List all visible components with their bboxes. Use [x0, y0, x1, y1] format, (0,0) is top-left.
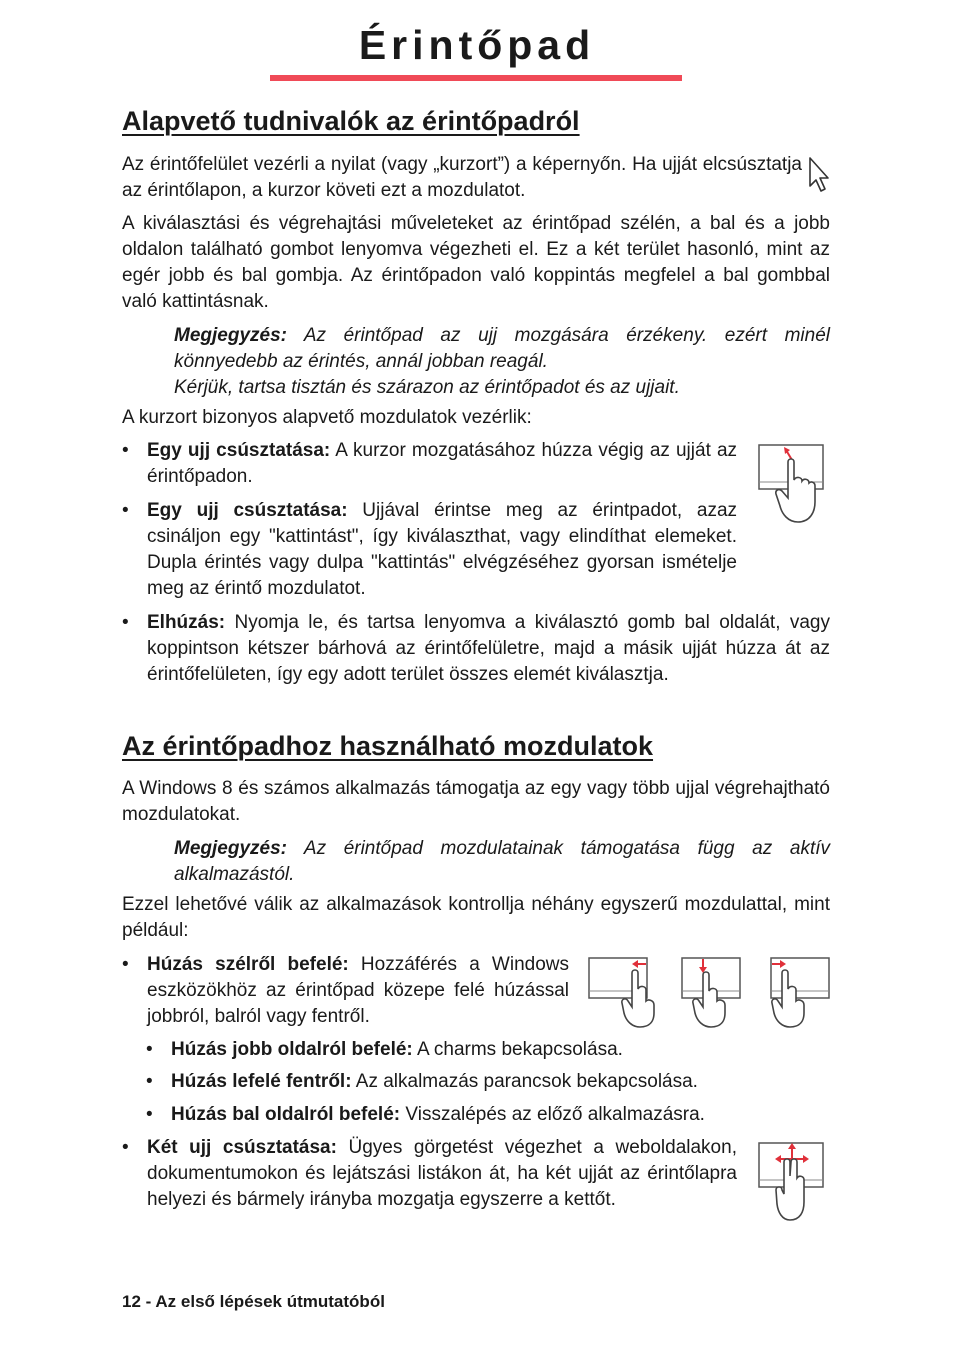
bullet-marker: • [122, 612, 129, 633]
bullet-text: Ügyes görgetést végezhet a weboldalakon, dokumentumokon és lejátszási listákon át, ha két ujját az érintőlapra helyezi és bármely irányba mozgatja egyszerre a kettőt. [147, 1137, 737, 1210]
touchpad-two-finger-icon [758, 1142, 826, 1224]
paragraph-cursor: Az érintőfelület vezérli a nyilat (vagy „kurzort”) a képernyőn. Ha ujját elcsúsztatja az érintőlapon, a kurzor követi ezt a mozdulatot. [122, 154, 802, 201]
bullet-label: Húzás jobb oldalról befelé: [171, 1039, 413, 1060]
subbullet-swipe-top [171, 1069, 830, 1095]
bullet-label: Húzás lefelé fentről: [171, 1071, 352, 1092]
note-text: Az érintőpad az ujj mozgására érzékeny. ezért minél könnyedebb az érintés, annál jobban reagál. [174, 325, 830, 372]
touchpad-swipe-from-left-icon [770, 957, 842, 1029]
note-text: Az érintőpad mozdulatainak támogatása függ az aktív alkalmazástól. [174, 838, 830, 885]
note-clean: Kérjük, tartsa tisztán és szárazon az érintőpadot és az ujjait. [174, 377, 680, 398]
bullet-marker: • [122, 440, 129, 461]
bullet-marker: • [146, 1104, 153, 1125]
bullet-label: Egy ujj csúsztatása: [147, 500, 348, 521]
note-gesture-support [174, 836, 830, 888]
note-label: Megjegyzés: [174, 325, 287, 346]
bullet-marker: • [122, 954, 129, 975]
bullet-marker: • [122, 1137, 129, 1158]
bullet-marker: • [146, 1071, 153, 1092]
paragraph-buttons: A kiválasztási és végrehajtási műveleteket az érintőpad szélén, a bal és a jobb oldalon található gombot lenyomva végezheti el. Ez a két terület hasonló, mint az egér jobb és bal gombja. Az érintőpadon való koppintás megfelel a bal gombbal való kattintásnak. [122, 213, 830, 312]
paragraph-gestures-intro: A kurzort bizonyos alapvető mozdulatok vezérlik: [122, 407, 532, 428]
paragraph-windows8: A Windows 8 és számos alkalmazás támogatja az egy vagy több ujjal végrehajtható mozdulatokat. [122, 778, 830, 825]
touchpad-one-finger-icon [758, 444, 826, 526]
bullet-one-finger-tap-a [147, 498, 738, 599]
mouse-pointer-icon [808, 156, 832, 196]
touchpad-swipe-from-top-icon [681, 957, 753, 1029]
bullet-label: Két ujj csúsztatása: [147, 1137, 337, 1158]
section-heading-gestures: Az érintőpadhoz használható mozdulatok [122, 731, 654, 761]
bullet-text: A kurzor mozgatásához húzza végig az ujját az érintőpadon. [147, 440, 738, 487]
bullet-text: Az alkalmazás parancsok bekapcsolása. [351, 1071, 698, 1092]
bullet-edge-swipe [147, 952, 569, 1030]
page-footer: 12 - Az első lépések útmutatóból [122, 1292, 385, 1311]
bullet-text: A charms bekapcsolása. [412, 1039, 623, 1060]
bullet-text: Visszalépés az előző alkalmazásra. [400, 1104, 705, 1125]
title-underline [270, 75, 682, 81]
bullet-marker: • [146, 1039, 153, 1060]
bullet-text: Ujjával érintse meg az érintpadot, azaz csináljon egy "kattintást", így kiválaszthat, vagy elindíthat elemeket. Dupla érintés vagy dulpa "kattintás" elvégzéséhez gyorsan ismételje meg az érintő mozdulatot. [147, 500, 738, 599]
bullet-label: Egy ujj csúsztatása: [147, 440, 331, 461]
subbullet-swipe-left [171, 1102, 830, 1128]
touchpad-swipe-from-right-icon [588, 957, 660, 1029]
paragraph-control: Ezzel lehetővé válik az alkalmazások kontrollja néhány egyszerű mozdulattal, mint például: [122, 894, 830, 941]
page-title: Érintőpad [358, 22, 596, 68]
bullet-text: Hozzáférés a Windows eszközökhöz az érintőpad közepe felé húzással jobbról, balról vagy fentről. [147, 954, 570, 1027]
bullet-marker: • [122, 500, 129, 521]
note-sensitivity [174, 323, 830, 375]
bullet-label: Húzás szélről befelé: [147, 954, 349, 975]
note-label: Megjegyzés: [174, 838, 287, 859]
bullet-text: Nyomja le, és tartsa lenyomva a kiválasztó gomb bal oldalát, vagy koppintson kétszer bárhová az érintőfelületre, majd a másik ujját húzza át az érintőfelületen, így egy adott terület összes elemét kiválasztja. [147, 612, 830, 685]
bullet-two-finger-slide [147, 1135, 737, 1213]
bullet-one-finger-slide [147, 438, 737, 490]
bullet-drag [147, 610, 830, 688]
section-heading-basics: Alapvető tudnivalók az érintőpadról [122, 106, 580, 136]
bullet-label: Húzás bal oldalról befelé: [171, 1104, 401, 1125]
subbullet-swipe-right [171, 1037, 830, 1063]
bullet-label: Elhúzás: [147, 612, 226, 633]
